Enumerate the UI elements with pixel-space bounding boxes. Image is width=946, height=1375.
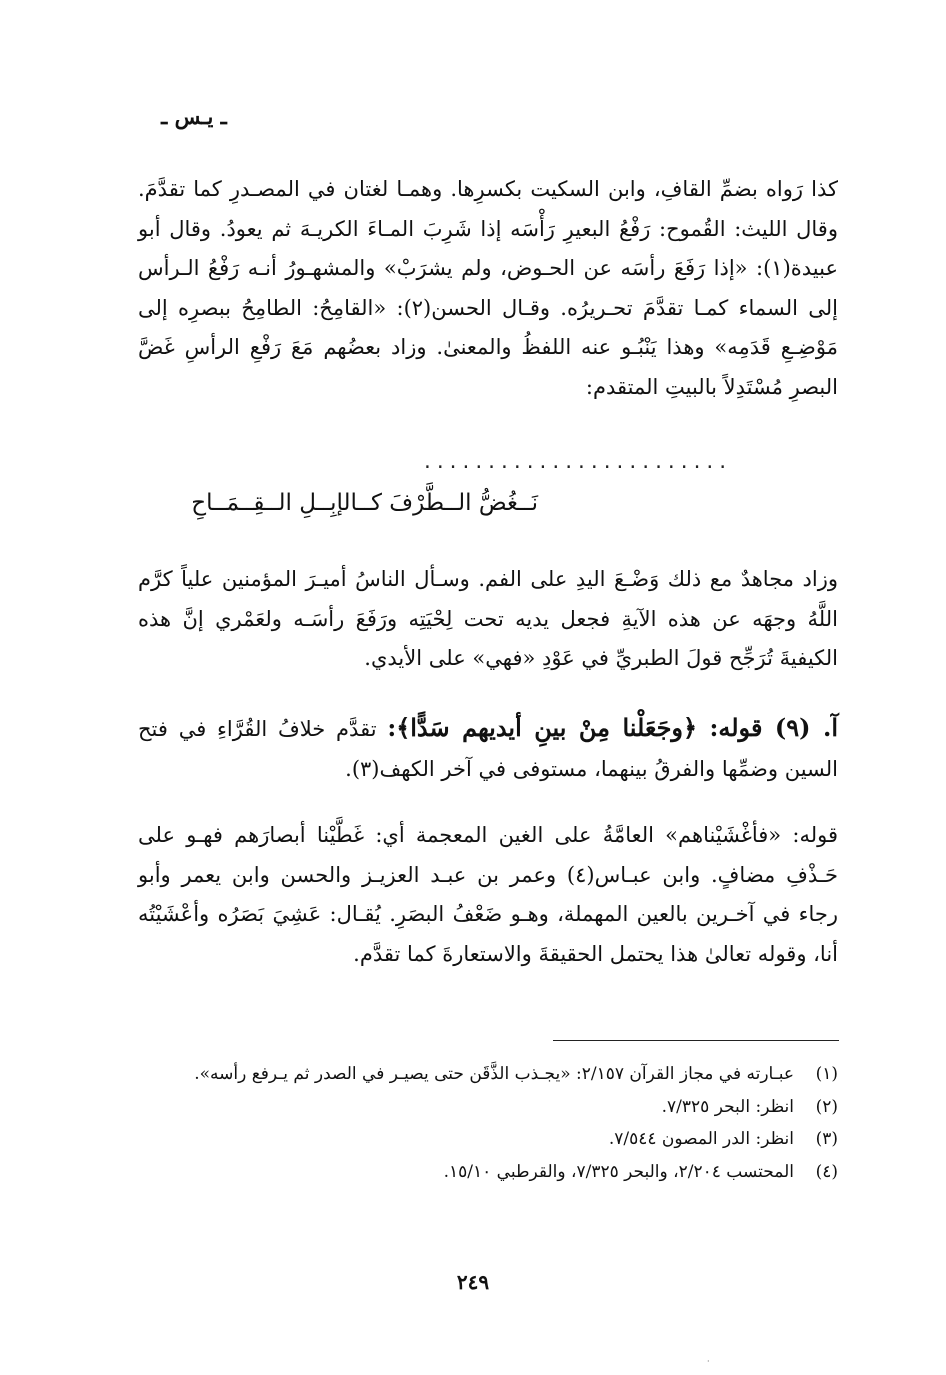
footnote-text: انظر: البحر ٧/٣٢٥. (661, 1096, 794, 1117)
poetry-verse: نَــغُضُّ الــطَّرْفَ كــالإبِــلِ الــقِــمَــاحِ (191, 490, 538, 516)
paragraph-3 (138, 708, 838, 789)
footnote-2 (138, 1091, 838, 1124)
footnotes (138, 1058, 838, 1188)
verse-heading: آ. (٩) قوله: ﴿وجَعَلْنا مِنْ بينِ أيديهم سَدًّا﴾: (387, 713, 839, 742)
footnote-1 (138, 1058, 838, 1091)
paragraph-2: وزاد مجاهدٌ مع ذلك وَضْـعَ اليدِ على الفم. وسـأل الناسُ أميـرَ المؤمنين علياً كرَّم اللَّهُ وجهَه عن هذه الآيةِ فجعل يديه تحت لِحْيَتِه ورَفَعَ رأسَـه ولعَمْري إنَّ هذه الكيفيةَ تُرَجِّح قولَ الطبريِّ في عَوْدِ «فهي» على الأيدي. (138, 567, 838, 670)
footnote-divider (553, 1040, 839, 1041)
page-number: ٢٤٩ (456, 1270, 490, 1294)
scan-speck: · (707, 1357, 710, 1366)
footnote-number: (٤) (815, 1161, 838, 1182)
paragraph-1: كذا رَواه بضمِّ القافِ، وابن السكيت بكسرِها. وهمـا لغتان في المصـدرِ كما تقدَّمَ. وقال الليث: القُموح: رَفْعُ البعيرِ رَأْسَه إذا شَرِبَ المـاءَ الكريـهَ ثم يعودُ. وقال أبو عبيدة(١): «إذا رَفَعَ رأسَه عن الحـوض، ولم يشرَبْ» والمشهـورُ أنـه رَفْعُ الـرأس إلى السماء كمـا تقدَّمَ تحـريرُه. وقـال الحسن(٢): «القامِحُ: الطامِحُ ببصرِه إلى مَوْضِـعِ قَدَمِه» وهذا يَنْبُـو عنه اللفظُ والمعنىٰ. وزاد بعضُهم مَعَ رَفْعِ الرأسِ غَضَّ البصرِ مُسْتَدِلاً بالبيتِ المتقدم: (138, 177, 838, 399)
paragraph-3-text: تقدَّم خلافُ القُرَّاءِ في فتح السين وضمِّها والفرقُ بينهما، مستوفى في آخر الكهف(٣). (138, 717, 838, 781)
running-header: ـ يـس ـ (161, 104, 227, 129)
footnote-4 (138, 1156, 838, 1189)
footnote-number: (١) (815, 1064, 838, 1084)
ellipsis-line: ........................ (422, 452, 731, 473)
footnote-text: المحتسب ٢/٢٠٤، والبحر ٧/٣٢٥، والقرطبي ١٥/١٠. (443, 1161, 794, 1182)
footnote-text: انظر: الدر المصون ٧/٥٤٤. (608, 1129, 794, 1149)
paragraph-4: قوله: «فأغْشَيْناهم» العامَّةُ على الغين المعجمة أي: غَطَّيْنا أبصارَهم فهـو على حَـذْفِ مضافٍ. وابن عبـاس(٤) وعمر بن عبـد العزيـز والحسن وابن يعمر وأبو رجاء في آخـرين بالعين المهملة، وهـو ضَعْفُ البصَرِ. يُقـال: عَشِيَ بَصَرُه وأعْشَيْتُه أنا، وقوله تعالىٰ هذا يحتمل الحقيقةَ والاستعارةَ كما تقدَّم. (138, 823, 839, 966)
footnote-3 (138, 1123, 838, 1156)
footnote-number: (٣) (815, 1129, 838, 1149)
footnote-text: عبـارته في مجاز القرآن ٢/١٥٧: «يجـذب الذَّقَن حتى يصيـر في الصدر ثم يـرفع رأسه». (194, 1064, 794, 1084)
footnote-number: (٢) (815, 1096, 838, 1117)
